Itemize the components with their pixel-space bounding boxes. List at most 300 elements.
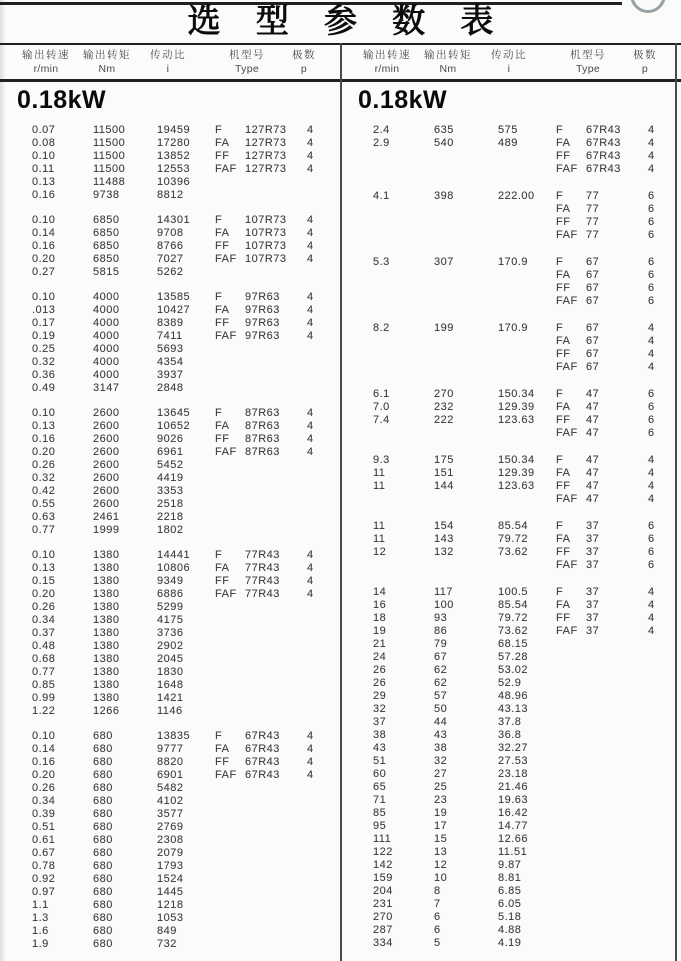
cell-type-prefix: F bbox=[556, 256, 564, 268]
cell-ratio: 6.85 bbox=[498, 885, 522, 897]
cell-speed: 26 bbox=[373, 677, 387, 689]
table-row bbox=[341, 295, 681, 308]
cell-ratio: 170.9 bbox=[498, 322, 529, 334]
cell-type-prefix bbox=[556, 846, 586, 859]
table-row bbox=[341, 414, 681, 427]
cell-torque: 1380 bbox=[93, 692, 120, 704]
cell-type-prefix: F bbox=[215, 124, 223, 136]
cell-ratio: 10427 bbox=[157, 304, 191, 316]
row-group bbox=[341, 586, 681, 950]
cell-ratio bbox=[498, 335, 556, 348]
cell-type-prefix bbox=[215, 524, 245, 537]
table-row bbox=[341, 401, 681, 414]
cell-torque: 1380 bbox=[93, 549, 120, 561]
cell-type-model bbox=[586, 937, 648, 950]
cell-type-model: 77 bbox=[586, 203, 600, 215]
cell-speed bbox=[373, 216, 434, 229]
cell-speed: 0.32 bbox=[32, 356, 56, 368]
table-row bbox=[341, 586, 681, 599]
cell-type-prefix: FAF bbox=[556, 361, 578, 373]
cell-ratio: 32.27 bbox=[498, 742, 529, 754]
cell-speed: 0.10 bbox=[32, 214, 56, 226]
cell-speed: 0.13 bbox=[32, 420, 56, 432]
table-row bbox=[341, 911, 681, 924]
table-row bbox=[0, 382, 340, 395]
row-group bbox=[341, 388, 681, 440]
cell-torque: 8 bbox=[434, 885, 441, 897]
cell-speed: 0.10 bbox=[32, 407, 56, 419]
cell-speed: 21 bbox=[373, 638, 387, 650]
cell-ratio: 10652 bbox=[157, 420, 191, 432]
cell-ratio: 12553 bbox=[157, 163, 191, 175]
cell-poles: 4 bbox=[307, 214, 314, 226]
cell-ratio bbox=[498, 282, 556, 295]
cell-type-prefix bbox=[215, 782, 245, 795]
cell-type-model: 127R73 bbox=[245, 137, 287, 149]
cell-type-model: 77R43 bbox=[245, 588, 280, 600]
table-row bbox=[341, 807, 681, 820]
cell-torque: 2461 bbox=[93, 511, 120, 523]
cell-torque: 175 bbox=[434, 454, 454, 466]
cell-poles: 4 bbox=[307, 124, 314, 136]
table-row bbox=[341, 480, 681, 493]
cell-ratio: 10806 bbox=[157, 562, 191, 574]
cell-type-prefix: FA bbox=[215, 137, 230, 149]
cell-ratio: 48.96 bbox=[498, 690, 529, 702]
cell-torque: 151 bbox=[434, 467, 454, 479]
cell-type-prefix bbox=[215, 795, 245, 808]
table-row bbox=[0, 795, 340, 808]
cell-ratio: 13852 bbox=[157, 150, 191, 162]
cell-type-model: 37 bbox=[586, 559, 600, 571]
table-row bbox=[341, 859, 681, 872]
cell-speed: 0.32 bbox=[32, 472, 56, 484]
cell-ratio: 8766 bbox=[157, 240, 184, 252]
cell-torque bbox=[434, 203, 498, 216]
cell-type-prefix: FA bbox=[215, 562, 230, 574]
cell-speed: 24 bbox=[373, 651, 387, 663]
cell-type-prefix bbox=[215, 873, 245, 886]
cell-torque: 680 bbox=[93, 899, 113, 911]
cell-type-prefix bbox=[215, 176, 245, 189]
cell-speed: 0.14 bbox=[32, 743, 56, 755]
table-row bbox=[0, 860, 340, 873]
table-row bbox=[0, 808, 340, 821]
cell-torque: 680 bbox=[93, 834, 113, 846]
cell-torque: 7 bbox=[434, 898, 441, 910]
table-row bbox=[341, 559, 681, 572]
cell-ratio: 19.63 bbox=[498, 794, 529, 806]
table-row bbox=[0, 925, 340, 938]
cell-ratio: 123.63 bbox=[498, 414, 535, 426]
cell-type-model: 87R63 bbox=[245, 407, 280, 419]
cell-torque: 1380 bbox=[93, 653, 120, 665]
table-row bbox=[341, 533, 681, 546]
cell-speed: 0.49 bbox=[32, 382, 56, 394]
cell-type-prefix: F bbox=[556, 454, 564, 466]
column-header-speed-unit: r/min bbox=[374, 63, 400, 75]
cell-type-model: 47 bbox=[586, 480, 600, 492]
cell-speed: 287 bbox=[373, 924, 393, 936]
cell-speed: 60 bbox=[373, 768, 387, 780]
cell-torque: 57 bbox=[434, 690, 448, 702]
cell-torque: 86 bbox=[434, 625, 448, 637]
cell-poles bbox=[307, 679, 340, 692]
cell-type-model bbox=[586, 755, 648, 768]
cell-type-prefix bbox=[215, 912, 245, 925]
cell-poles: 4 bbox=[307, 769, 314, 781]
cell-type-model bbox=[245, 459, 307, 472]
cell-type-model bbox=[245, 938, 307, 951]
cell-type-model: 77R43 bbox=[245, 575, 280, 587]
cell-poles bbox=[307, 459, 340, 472]
cell-torque: 5 bbox=[434, 937, 441, 949]
column-header-speed-zh: 输出转速 bbox=[363, 49, 411, 61]
table-body-left bbox=[0, 124, 340, 951]
cell-ratio bbox=[498, 216, 556, 229]
table-row bbox=[0, 291, 340, 304]
cell-speed: 0.16 bbox=[32, 756, 56, 768]
cell-ratio bbox=[498, 559, 556, 572]
cell-type-prefix: FAF bbox=[556, 295, 578, 307]
cell-type-prefix bbox=[556, 872, 586, 885]
cell-type-prefix bbox=[556, 807, 586, 820]
table-body-right bbox=[341, 124, 681, 950]
cell-torque: 38 bbox=[434, 742, 448, 754]
cell-torque: 13 bbox=[434, 846, 448, 858]
cell-ratio: 68.15 bbox=[498, 638, 529, 650]
cell-type-model: 47 bbox=[586, 401, 600, 413]
cell-speed: 334 bbox=[373, 937, 393, 949]
table-row bbox=[341, 190, 681, 203]
column-header-type bbox=[209, 49, 285, 75]
table-row bbox=[0, 938, 340, 951]
cell-type-model: 67 bbox=[586, 322, 600, 334]
cell-torque: 2600 bbox=[93, 459, 120, 471]
column-header-type-zh: 机型号 bbox=[570, 49, 606, 61]
cell-poles: 6 bbox=[648, 295, 655, 307]
cell-ratio: 3937 bbox=[157, 369, 184, 381]
cell-type-prefix: F bbox=[556, 586, 564, 598]
cell-speed bbox=[373, 203, 434, 216]
cell-speed: 1.6 bbox=[32, 925, 49, 937]
cell-poles: 4 bbox=[307, 420, 314, 432]
cell-poles bbox=[307, 511, 340, 524]
table-row bbox=[341, 348, 681, 361]
cell-type-model bbox=[245, 614, 307, 627]
cell-speed: 9.3 bbox=[373, 454, 390, 466]
cell-type-model bbox=[245, 847, 307, 860]
cell-type-prefix: FA bbox=[556, 467, 571, 479]
cell-type-prefix: FA bbox=[556, 599, 571, 611]
cell-type-prefix bbox=[556, 937, 586, 950]
cell-ratio: 2079 bbox=[157, 847, 184, 859]
cell-poles bbox=[307, 382, 340, 395]
table-row bbox=[0, 446, 340, 459]
cell-torque: 93 bbox=[434, 612, 448, 624]
cell-ratio: 5262 bbox=[157, 266, 184, 278]
table-row bbox=[341, 846, 681, 859]
table-row bbox=[0, 782, 340, 795]
cell-ratio: 5693 bbox=[157, 343, 184, 355]
table-row bbox=[341, 625, 681, 638]
table-row bbox=[341, 388, 681, 401]
cell-poles: 6 bbox=[648, 401, 655, 413]
cell-poles: 4 bbox=[307, 240, 314, 252]
cell-type-prefix: FAF bbox=[556, 163, 578, 175]
cell-torque bbox=[434, 295, 498, 308]
cell-poles: 4 bbox=[648, 124, 655, 136]
cell-type-prefix: FF bbox=[556, 546, 571, 558]
cell-poles: 4 bbox=[307, 730, 314, 742]
cell-torque: 2600 bbox=[93, 420, 120, 432]
cell-type-model: 127R73 bbox=[245, 163, 287, 175]
table-row bbox=[341, 322, 681, 335]
cell-ratio: 43.13 bbox=[498, 703, 529, 715]
cell-poles: 4 bbox=[307, 150, 314, 162]
cell-ratio: 489 bbox=[498, 137, 518, 149]
cell-speed: 43 bbox=[373, 742, 387, 754]
cell-type-prefix bbox=[215, 266, 245, 279]
table-row bbox=[0, 912, 340, 925]
cell-ratio: 5452 bbox=[157, 459, 184, 471]
cell-type-model bbox=[586, 638, 648, 651]
cell-ratio: 1793 bbox=[157, 860, 184, 872]
cell-speed bbox=[373, 282, 434, 295]
cell-type-prefix bbox=[215, 808, 245, 821]
cell-ratio: 19459 bbox=[157, 124, 191, 136]
cell-type-model bbox=[245, 808, 307, 821]
cell-type-model bbox=[586, 807, 648, 820]
table-row bbox=[0, 317, 340, 330]
table-row bbox=[341, 664, 681, 677]
column-header-torque bbox=[410, 49, 486, 75]
cell-torque: 50 bbox=[434, 703, 448, 715]
cell-torque: 680 bbox=[93, 886, 113, 898]
cell-type-model: 67 bbox=[586, 335, 600, 347]
cell-type-model: 77 bbox=[586, 190, 600, 202]
cell-type-prefix bbox=[556, 638, 586, 651]
cell-type-prefix: FA bbox=[556, 203, 571, 215]
cell-torque bbox=[434, 150, 498, 163]
cell-type-model: 47 bbox=[586, 467, 600, 479]
table-row bbox=[341, 781, 681, 794]
cell-poles: 4 bbox=[307, 446, 314, 458]
cell-speed: 85 bbox=[373, 807, 387, 819]
cell-ratio: 9.87 bbox=[498, 859, 522, 871]
cell-type-prefix bbox=[556, 859, 586, 872]
table-row bbox=[0, 433, 340, 446]
table-row bbox=[341, 742, 681, 755]
cell-torque: 680 bbox=[93, 873, 113, 885]
cell-type-prefix bbox=[556, 820, 586, 833]
table-row bbox=[341, 229, 681, 242]
cell-torque: 2600 bbox=[93, 472, 120, 484]
table-row bbox=[0, 562, 340, 575]
cell-speed: 2.4 bbox=[373, 124, 390, 136]
cell-speed: 1.3 bbox=[32, 912, 49, 924]
cell-type-model: 67R43 bbox=[245, 769, 280, 781]
row-group bbox=[0, 407, 340, 537]
cell-torque: 6850 bbox=[93, 214, 120, 226]
cell-type-prefix bbox=[215, 834, 245, 847]
cell-torque: 19 bbox=[434, 807, 448, 819]
cell-type-prefix bbox=[215, 627, 245, 640]
cell-type-prefix: F bbox=[556, 520, 564, 532]
cell-speed: 11 bbox=[373, 467, 386, 479]
cell-speed: 0.77 bbox=[32, 524, 56, 536]
cell-type-prefix bbox=[215, 343, 245, 356]
cell-torque: 4000 bbox=[93, 330, 120, 342]
cell-poles bbox=[307, 640, 340, 653]
column-header-poles-zh: 极数 bbox=[633, 49, 657, 61]
table-row bbox=[341, 124, 681, 137]
table-row bbox=[341, 361, 681, 374]
cell-ratio: 57.28 bbox=[498, 651, 529, 663]
table-row bbox=[0, 679, 340, 692]
cell-torque: 680 bbox=[93, 795, 113, 807]
table-row bbox=[341, 269, 681, 282]
column-header-torque-zh: 输出转矩 bbox=[424, 49, 472, 61]
cell-type-prefix bbox=[556, 664, 586, 677]
cell-torque: 307 bbox=[434, 256, 454, 268]
cell-type-prefix: FF bbox=[556, 480, 571, 492]
cell-type-model: 47 bbox=[586, 454, 600, 466]
table-row bbox=[341, 599, 681, 612]
cell-ratio: 575 bbox=[498, 124, 518, 136]
cell-poles: 4 bbox=[307, 433, 314, 445]
cell-torque: 10 bbox=[434, 872, 448, 884]
cell-type-model bbox=[586, 716, 648, 729]
cell-type-prefix: FA bbox=[556, 533, 571, 545]
cell-type-prefix: F bbox=[215, 291, 223, 303]
cell-speed bbox=[373, 150, 434, 163]
cell-ratio bbox=[498, 203, 556, 216]
cell-torque: 6850 bbox=[93, 240, 120, 252]
cell-type-model: 67R43 bbox=[586, 137, 621, 149]
cell-type-model: 97R63 bbox=[245, 304, 280, 316]
table-right bbox=[341, 86, 681, 961]
cell-type-model bbox=[586, 651, 648, 664]
table-row bbox=[0, 369, 340, 382]
cell-poles bbox=[307, 524, 340, 537]
cell-poles: 4 bbox=[307, 163, 314, 175]
cell-ratio: 150.34 bbox=[498, 388, 535, 400]
cell-speed: 0.16 bbox=[32, 240, 56, 252]
cell-type-model: 47 bbox=[586, 414, 600, 426]
table-row bbox=[341, 651, 681, 664]
cell-ratio bbox=[498, 150, 556, 163]
cell-type-model bbox=[245, 511, 307, 524]
cell-torque: 1999 bbox=[93, 524, 120, 536]
cell-type-model bbox=[586, 703, 648, 716]
cell-speed: 0.34 bbox=[32, 614, 56, 626]
cell-type-prefix bbox=[215, 666, 245, 679]
cell-poles bbox=[307, 692, 340, 705]
cell-torque: 680 bbox=[93, 860, 113, 872]
cell-speed: 0.39 bbox=[32, 808, 56, 820]
cell-poles bbox=[307, 485, 340, 498]
cell-poles: 4 bbox=[648, 454, 655, 466]
cell-type-model: 67R43 bbox=[245, 743, 280, 755]
cell-ratio bbox=[498, 361, 556, 374]
table-row bbox=[0, 189, 340, 202]
cell-poles bbox=[307, 873, 340, 886]
cell-type-model bbox=[245, 899, 307, 912]
cell-ratio: 27.53 bbox=[498, 755, 529, 767]
cell-torque: 635 bbox=[434, 124, 454, 136]
cell-type-prefix: FF bbox=[556, 414, 571, 426]
cell-poles bbox=[307, 653, 340, 666]
cell-poles: 4 bbox=[307, 407, 314, 419]
cell-type-prefix bbox=[215, 485, 245, 498]
table-row bbox=[0, 214, 340, 227]
cell-type-prefix bbox=[215, 369, 245, 382]
table-row bbox=[0, 640, 340, 653]
cell-type-model bbox=[586, 846, 648, 859]
cell-poles: 4 bbox=[307, 253, 314, 265]
table-row bbox=[0, 627, 340, 640]
cell-poles: 6 bbox=[648, 520, 655, 532]
cell-type-model: 77R43 bbox=[245, 549, 280, 561]
cell-type-prefix: FF bbox=[556, 216, 571, 228]
cell-poles: 6 bbox=[648, 203, 655, 215]
table-row bbox=[341, 937, 681, 950]
cell-type-prefix: FF bbox=[215, 240, 230, 252]
cell-speed: 0.14 bbox=[32, 227, 56, 239]
cell-type-prefix: FAF bbox=[556, 229, 578, 241]
cell-ratio: 9026 bbox=[157, 433, 184, 445]
cell-type-prefix bbox=[556, 703, 586, 716]
table-row bbox=[341, 256, 681, 269]
cell-speed: 71 bbox=[373, 794, 387, 806]
cell-type-prefix: FA bbox=[215, 304, 230, 316]
cell-poles bbox=[307, 912, 340, 925]
table-row bbox=[0, 253, 340, 266]
cell-poles bbox=[307, 472, 340, 485]
table-row bbox=[0, 886, 340, 899]
cell-type-model: 47 bbox=[586, 388, 600, 400]
cell-type-model: 107R73 bbox=[245, 253, 287, 265]
cell-type-model bbox=[245, 601, 307, 614]
cell-ratio: 2848 bbox=[157, 382, 184, 394]
table-row bbox=[341, 768, 681, 781]
row-group bbox=[341, 124, 681, 176]
cell-type-prefix: F bbox=[556, 322, 564, 334]
cell-speed bbox=[373, 361, 434, 374]
table-row bbox=[341, 703, 681, 716]
cell-type-model bbox=[586, 768, 648, 781]
cell-ratio: 1146 bbox=[157, 705, 183, 717]
cell-type-model: 67 bbox=[586, 282, 600, 294]
cell-torque: 680 bbox=[93, 925, 113, 937]
cell-poles: 4 bbox=[648, 348, 655, 360]
cell-ratio: 3736 bbox=[157, 627, 184, 639]
cell-type-prefix: FA bbox=[556, 401, 571, 413]
cell-type-model: 77 bbox=[586, 229, 600, 241]
table-row bbox=[341, 150, 681, 163]
cell-poles: 4 bbox=[648, 625, 655, 637]
cell-torque: 270 bbox=[434, 388, 454, 400]
cell-type-prefix bbox=[215, 692, 245, 705]
table-row bbox=[341, 137, 681, 150]
cell-speed: 11 bbox=[373, 480, 386, 492]
cell-ratio: 10396 bbox=[157, 176, 191, 188]
cell-type-model bbox=[245, 795, 307, 808]
cell-poles: 4 bbox=[648, 586, 655, 598]
cell-torque: 2600 bbox=[93, 433, 120, 445]
cell-speed: 0.20 bbox=[32, 588, 56, 600]
